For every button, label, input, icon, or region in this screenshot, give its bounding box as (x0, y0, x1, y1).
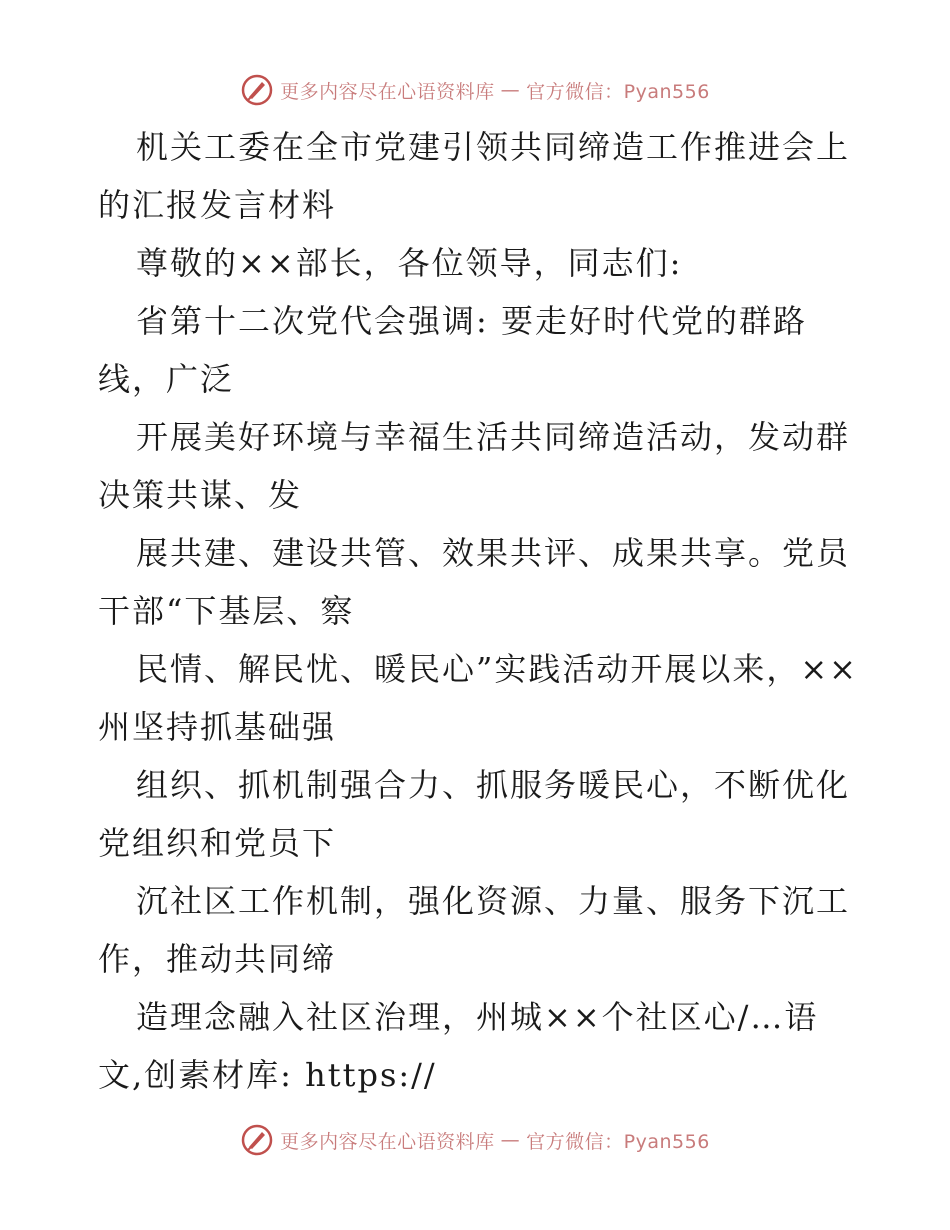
doc-line-4: 开展美好环境与幸福生活共同缔造活动，发动群决策共谋、发 (98, 418, 851, 514)
doc-line-7: 组织、抓机制强合力、抓服务暖民心，不断优化党组织和党员下 (98, 766, 851, 862)
quill-pen-icon (240, 1123, 274, 1157)
watermark-dash: — (500, 1129, 521, 1151)
document-body (98, 118, 858, 1104)
quill-pen-icon (240, 73, 274, 107)
doc-line-3: 省第十二次党代会强调: 要走好时代党的群路线，广泛 (98, 302, 807, 398)
doc-line-8: 沉社区工作机制，强化资源、力量、服务下沉工作，推动共同缔 (98, 882, 851, 978)
header-watermark (0, 70, 950, 110)
doc-line-9: 造理念融入社区治理，州城××个社区心/…语文,创素材库: https:// (98, 998, 819, 1094)
watermark-text: 更多内容尽在心语资料库 (280, 1130, 495, 1153)
watermark-text: 更多内容尽在心语资料库 (280, 80, 495, 103)
watermark-dash: — (500, 79, 521, 101)
doc-line-1: 机关工委在全市党建引领共同缔造工作推进会上的汇报发言材料 (98, 128, 851, 224)
doc-line-2: 尊敬的××部长，各位领导，同志们: (136, 244, 683, 282)
doc-line-5: 展共建、建设共管、效果共评、成果共享。党员干部“下基层、察 (98, 534, 851, 630)
doc-line-6: 民情、解民忧、暖民心”实践活动开展以来，××州坚持抓基础强 (98, 650, 858, 746)
footer-watermark (0, 1120, 950, 1160)
watermark-wechat: 官方微信：Pyan556 (526, 80, 710, 103)
watermark-wechat: 官方微信：Pyan556 (526, 1130, 710, 1153)
